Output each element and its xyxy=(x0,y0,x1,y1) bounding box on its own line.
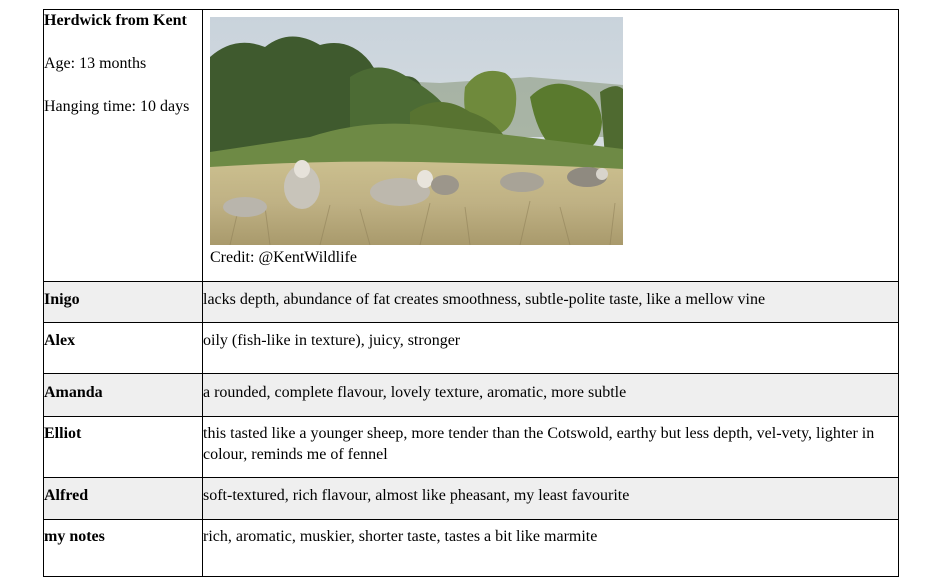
tasting-notes-table xyxy=(43,9,899,577)
taster-notes: this tasted like a younger sheep, more tender than the Cotswold, earthy but less depth, vel-vety, lighter in colour, reminds me of fennel xyxy=(203,417,899,478)
taster-row xyxy=(44,478,899,520)
taster-name: Elliot xyxy=(44,417,203,478)
taster-name: Alfred xyxy=(44,478,203,520)
taster-row xyxy=(44,417,899,478)
hanging-time-text: Hanging time: 10 days xyxy=(44,98,190,115)
taster-notes: a rounded, complete flavour, lovely texture, aromatic, more subtle xyxy=(203,374,899,417)
taster-row xyxy=(44,374,899,417)
photo-credit: Credit: @KentWildlife xyxy=(210,249,357,266)
photo-cell xyxy=(203,10,899,282)
taster-notes: soft-textured, rich flavour, almost like pheasant, my least favourite xyxy=(203,478,899,520)
taster-name: Amanda xyxy=(44,374,203,417)
taster-row xyxy=(44,323,899,374)
taster-name: Inigo xyxy=(44,282,203,323)
breed-title: Herdwick from Kent xyxy=(44,12,187,29)
breed-header-row xyxy=(44,10,899,282)
sheep-photo xyxy=(210,17,623,245)
breed-info-cell xyxy=(44,10,203,282)
taster-row xyxy=(44,520,899,577)
taster-name: Alex xyxy=(44,323,203,374)
age-text: Age: 13 months xyxy=(44,55,147,72)
taster-notes: lacks depth, abundance of fat creates smoothness, subtle-polite taste, like a mellow vine xyxy=(203,282,899,323)
taster-notes: oily (fish-like in texture), juicy, stronger xyxy=(203,323,899,374)
taster-row xyxy=(44,282,899,323)
taster-notes: rich, aromatic, muskier, shorter taste, tastes a bit like marmite xyxy=(203,520,899,577)
taster-name: my notes xyxy=(44,520,203,577)
